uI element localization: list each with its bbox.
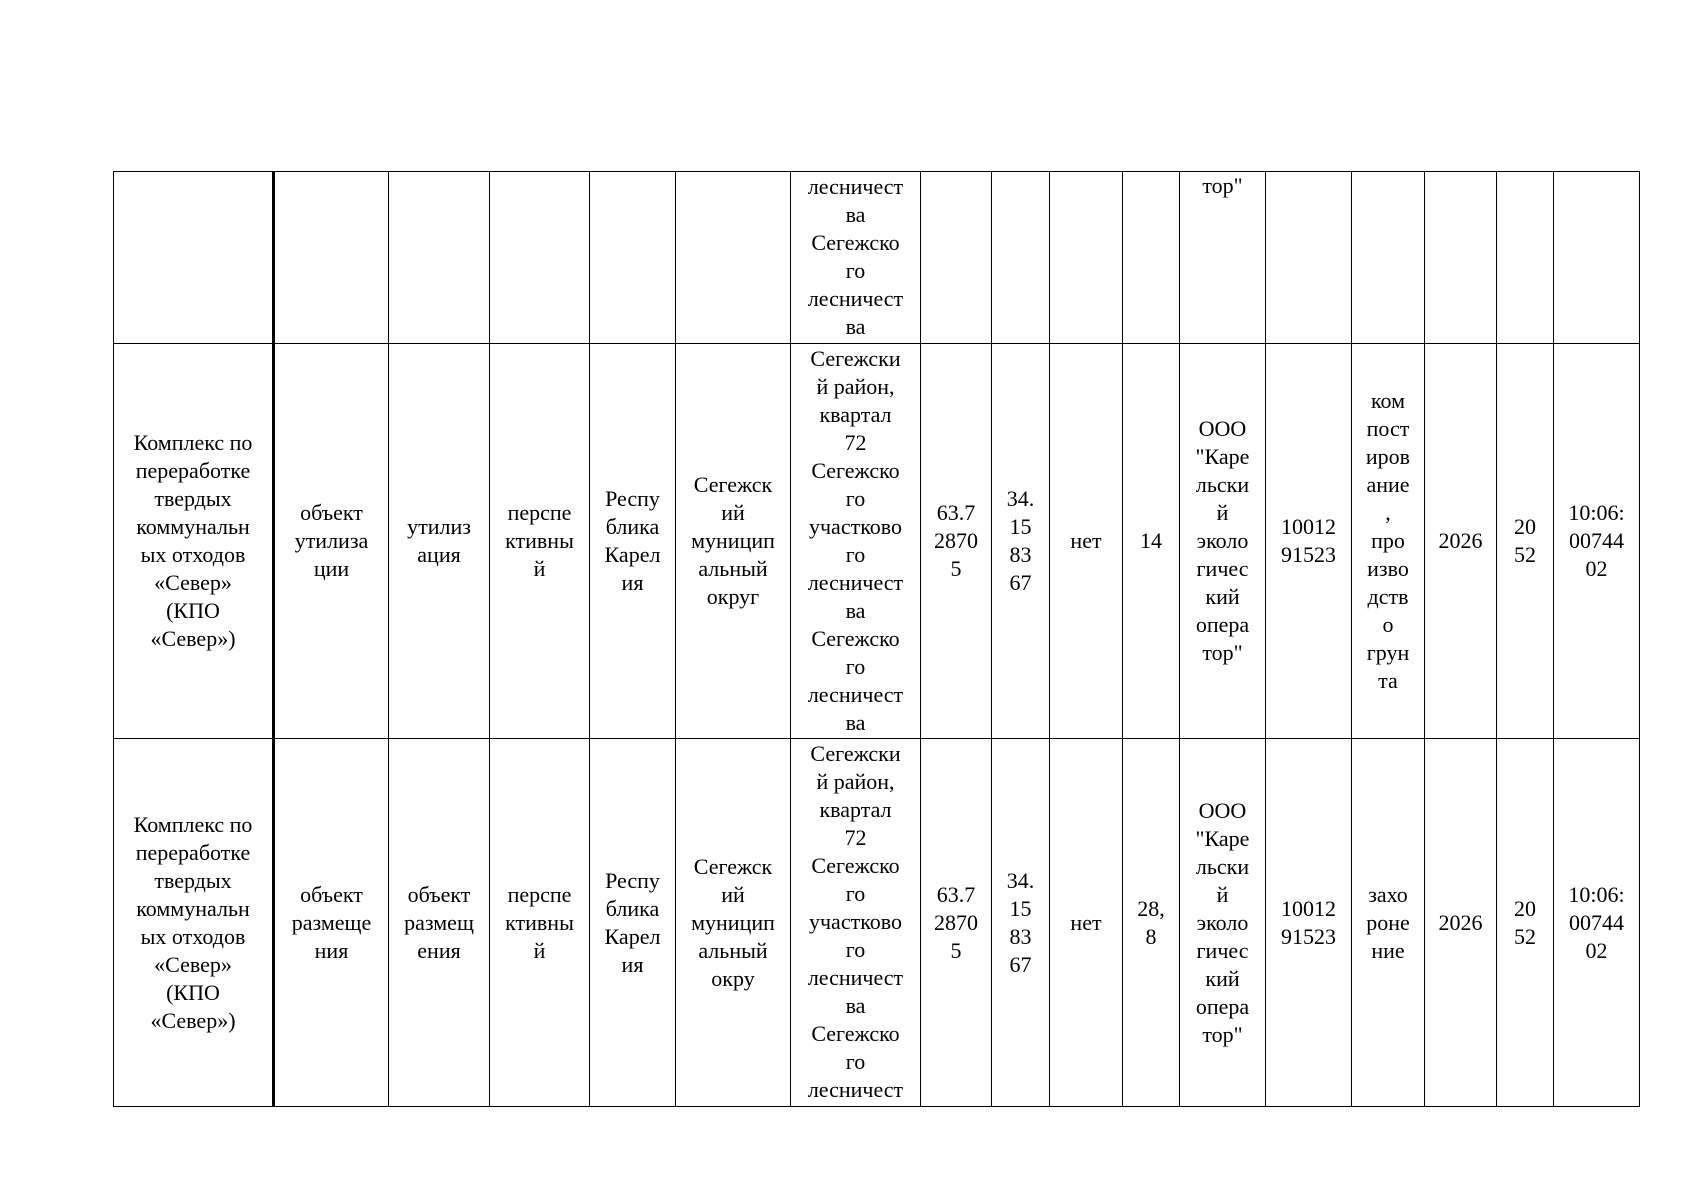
cell-text-line: ния (314, 937, 349, 963)
cell-text-line: нет (1070, 528, 1102, 553)
cell-text-line: муницип (691, 909, 775, 935)
end-year-cell (1497, 739, 1554, 1107)
cell-text-line: квартал (819, 402, 892, 427)
cell-text-line: 2026 (1438, 909, 1483, 935)
region-cell (590, 344, 676, 739)
object-type-cell (274, 344, 389, 739)
cell-text-line: опера (1195, 993, 1250, 1019)
cell-text-line: округ (706, 584, 760, 609)
region-cell (590, 172, 676, 344)
facilities-table (113, 171, 1640, 1107)
cell-text-line: Карел (604, 542, 661, 567)
cell-text-line: ий (721, 881, 745, 907)
table-row (114, 739, 1640, 1107)
cell-text-line: го (845, 486, 866, 511)
cell-text-line: ия (621, 951, 644, 977)
cell-text-line: 52 (1514, 542, 1536, 567)
cell-text-line: «Север» (154, 570, 232, 595)
cell-text-line: й (533, 556, 546, 581)
cell-text-line: ва (845, 710, 866, 735)
cell-text-line: альный (698, 937, 768, 963)
cell-text-line: 2870 (934, 528, 978, 553)
cell-text-line: 2026 (1438, 528, 1483, 553)
waste-action-cell (1352, 172, 1425, 344)
cell-text-line: 28, (1137, 895, 1165, 921)
cell-text-line: «Север» (154, 951, 232, 977)
cell-text-line: эколо (1196, 909, 1249, 935)
table-row (114, 344, 1640, 739)
cell-text-line: про (1371, 528, 1405, 553)
municipality-cell (676, 172, 791, 344)
cell-text-line: (КПО (166, 979, 220, 1005)
cell-text-line: 83 (1009, 923, 1032, 949)
flag-cell (1050, 739, 1123, 1107)
facility-name-cell (114, 344, 274, 739)
cell-text-line: Карел (604, 923, 661, 949)
cell-text-line: льски (1195, 853, 1250, 879)
cell-text-line: , (1385, 500, 1391, 525)
cell-text-line: 91523 (1281, 923, 1336, 949)
cell-text-line: эколо (1196, 528, 1249, 553)
cell-text-line: тор" (1202, 173, 1243, 198)
cell-text-line: ции (313, 556, 350, 581)
region-cell (590, 739, 676, 1107)
cell-text-line: участково (808, 514, 903, 539)
cell-text-line: й район, (816, 769, 895, 794)
cell-text-line: й (1216, 881, 1229, 907)
cell-text-line: й (1216, 500, 1229, 525)
cell-text-line: объект (300, 500, 363, 525)
cell-text-line: опера (1195, 612, 1250, 637)
cell-text-line: лесничест (807, 286, 904, 311)
cadastral-number-cell (1554, 739, 1640, 1107)
cell-text-line: лесничест (807, 1077, 904, 1102)
cell-text-line: переработке (135, 458, 251, 483)
cell-text-line: ения (417, 937, 461, 963)
latitude-cell (921, 344, 992, 739)
cell-text-line: Комплекс по (133, 811, 253, 837)
cell-text-line: 10012 (1281, 514, 1336, 539)
cell-text-line: тор" (1202, 1021, 1243, 1047)
cell-text-line: ва (845, 202, 866, 227)
cell-text-line: ООО (1198, 797, 1247, 823)
cell-text-line: Сегежски (810, 741, 901, 766)
end-year-cell (1497, 344, 1554, 739)
cell-text-line: переработке (135, 839, 251, 865)
cell-text-line: 63.7 (936, 881, 976, 907)
cell-text-line: 72 (844, 430, 867, 455)
cell-text-line: 10:06: (1568, 500, 1625, 525)
longitude-cell (992, 739, 1050, 1107)
cell-text-line: го (845, 937, 866, 962)
waste-action-cell (1352, 344, 1425, 739)
cell-text-line: Сегежско (811, 1021, 900, 1046)
municipality-cell (676, 739, 791, 1107)
cell-text-line: квартал (819, 797, 892, 822)
cell-text-line: 5 (950, 556, 962, 581)
activity-cell (389, 344, 490, 739)
cell-text-line: утилиза (294, 528, 369, 553)
cell-text-line: Сегежск (693, 472, 773, 497)
location-cell (791, 739, 921, 1107)
cell-text-line: альный (698, 556, 768, 581)
cell-text-line: ктивны (505, 528, 574, 553)
longitude-cell (992, 172, 1050, 344)
cell-text-line: лесничест (807, 682, 904, 707)
cell-text-line: 14 (1140, 528, 1162, 553)
cell-text-line: перспе (507, 500, 572, 525)
cell-text-line: грун (1366, 640, 1410, 665)
status-cell (490, 172, 590, 344)
cell-text-line: ком (1370, 388, 1406, 413)
cell-text-line: 02 (1585, 556, 1608, 581)
cell-text-line: Респу (605, 486, 660, 511)
cell-text-line: Сегежск (693, 853, 773, 879)
start-year-cell (1425, 739, 1497, 1107)
cell-text-line: 34. (1006, 867, 1035, 893)
cell-text-line: муницип (691, 528, 775, 553)
cell-text-line: иров (1365, 444, 1411, 469)
cell-text-line: гичес (1196, 556, 1249, 581)
status-cell (490, 739, 590, 1107)
cell-text-line: 00744 (1569, 909, 1624, 935)
cell-text-line: Сегежско (811, 230, 900, 255)
cell-text-line: ООО (1198, 416, 1247, 441)
cell-text-line: кий (1205, 965, 1240, 991)
cell-text-line: й (533, 937, 546, 963)
cell-text-line: 15 (1009, 514, 1032, 539)
flag-cell (1050, 344, 1123, 739)
cell-text-line: ых отходов (140, 542, 246, 567)
operator-cell (1180, 344, 1266, 739)
cell-text-line: лесничест (807, 174, 904, 199)
capacity-cell (1123, 739, 1180, 1107)
cell-text-line: 10:06: (1568, 881, 1625, 907)
cell-text-line: ий (721, 500, 745, 525)
activity-cell (389, 739, 490, 1107)
activity-cell (389, 172, 490, 344)
cell-text-line: «Север») (150, 1007, 236, 1033)
latitude-cell (921, 172, 992, 344)
cell-text-line: "Каре (1195, 444, 1250, 469)
cell-text-line: та (1378, 668, 1398, 693)
cell-text-line: объект (407, 881, 471, 907)
cell-text-line: "Каре (1195, 825, 1250, 851)
table-row (114, 172, 1640, 344)
cell-text-line: 67 (1009, 951, 1032, 977)
cell-text-line: Комплекс по (133, 430, 253, 455)
cell-text-line: 15 (1009, 895, 1032, 921)
cell-text-line: ктивны (505, 909, 574, 935)
cell-text-line: захо (1368, 881, 1408, 907)
cell-text-line: го (845, 881, 866, 906)
cell-text-line: 34. (1006, 486, 1035, 511)
status-cell (490, 344, 590, 739)
cell-text-line: Респу (605, 867, 660, 893)
cell-text-line: «Север») (150, 626, 236, 651)
cell-text-line: 8 (1145, 923, 1157, 949)
cell-text-line: (КПО (166, 598, 220, 623)
cell-text-line: размещ (404, 909, 474, 935)
cadastral-number-cell (1554, 344, 1640, 739)
cell-text-line: ание (1366, 472, 1410, 497)
cell-text-line: льски (1195, 472, 1250, 497)
cell-text-line: коммунальн (136, 895, 250, 921)
object-type-cell (274, 172, 389, 344)
cell-text-line: го (845, 542, 866, 567)
cell-text-line: окру (711, 965, 755, 991)
cell-text-line: объект (300, 881, 363, 907)
cell-text-line: лесничест (807, 570, 904, 595)
cell-text-line: 83 (1009, 542, 1032, 567)
cell-text-line: тор" (1202, 640, 1243, 665)
cell-text-line: 63.7 (936, 500, 976, 525)
object-type-cell (274, 739, 389, 1107)
municipality-cell (676, 344, 791, 739)
location-cell (791, 172, 921, 344)
cell-text-line: пост (1366, 416, 1410, 441)
waste-action-cell (1352, 739, 1425, 1107)
operator-cell (1180, 172, 1266, 344)
cell-text-line: кий (1205, 584, 1240, 609)
cell-text-line: ва (845, 314, 866, 339)
capacity-cell (1123, 172, 1180, 344)
cell-text-line: твердых (154, 867, 232, 893)
cell-text-line: роне (1366, 909, 1410, 935)
flag-cell (1050, 172, 1123, 344)
cell-text-line: 20 (1514, 895, 1536, 921)
cell-text-line: участково (808, 909, 903, 934)
cadastral-number-cell (1554, 172, 1640, 344)
cell-text-line: 91523 (1281, 542, 1336, 567)
operator-cell (1180, 739, 1266, 1107)
inn-cell (1266, 344, 1352, 739)
cell-text-line: дств (1367, 584, 1409, 609)
cell-text-line: 10012 (1281, 895, 1336, 921)
cell-text-line: го (845, 654, 866, 679)
cell-text-line: утилиз (407, 514, 471, 539)
longitude-cell (992, 344, 1050, 739)
cell-text-line: Сегежски (810, 346, 901, 371)
facility-name-cell (114, 172, 274, 344)
capacity-cell (1123, 344, 1180, 739)
cell-text-line: Сегежско (811, 626, 900, 651)
cell-text-line: ых отходов (140, 923, 246, 949)
cell-text-line: твердых (154, 486, 232, 511)
start-year-cell (1425, 344, 1497, 739)
cell-text-line: 20 (1514, 514, 1536, 539)
cell-text-line: изво (1367, 556, 1409, 581)
end-year-cell (1497, 172, 1554, 344)
cell-text-line: коммунальн (136, 514, 250, 539)
cell-text-line: Сегежско (811, 458, 900, 483)
cell-text-line: ва (845, 993, 866, 1018)
cell-text-line: й район, (816, 374, 895, 399)
cell-text-line: ва (845, 598, 866, 623)
inn-cell (1266, 172, 1352, 344)
location-cell (791, 344, 921, 739)
cell-text-line: лесничест (807, 965, 904, 990)
start-year-cell (1425, 172, 1497, 344)
inn-cell (1266, 739, 1352, 1107)
cell-text-line: ация (417, 542, 461, 567)
cell-text-line: блика (605, 895, 660, 921)
cell-text-line: размеще (291, 909, 372, 935)
cell-text-line: о (1382, 612, 1394, 637)
cell-text-line: ия (621, 570, 644, 595)
cell-text-line: перспе (507, 881, 572, 907)
cell-text-line: блика (605, 514, 660, 539)
cell-text-line: 2870 (934, 909, 978, 935)
cell-text-line: 52 (1514, 923, 1536, 949)
cell-text-line: 67 (1009, 570, 1032, 595)
cell-text-line: 02 (1585, 937, 1608, 963)
cell-text-line: 00744 (1569, 528, 1624, 553)
cell-text-line: нет (1070, 909, 1102, 935)
cell-text-line: 5 (950, 937, 962, 963)
cell-text-line: го (845, 1049, 866, 1074)
cell-text-line: го (845, 258, 866, 283)
cell-text-line: гичес (1196, 937, 1249, 963)
cell-text-line: Сегежско (811, 853, 900, 878)
latitude-cell (921, 739, 992, 1107)
cell-text-line: 72 (844, 825, 867, 850)
cell-text-line: ние (1371, 937, 1405, 963)
facility-name-cell (114, 739, 274, 1107)
